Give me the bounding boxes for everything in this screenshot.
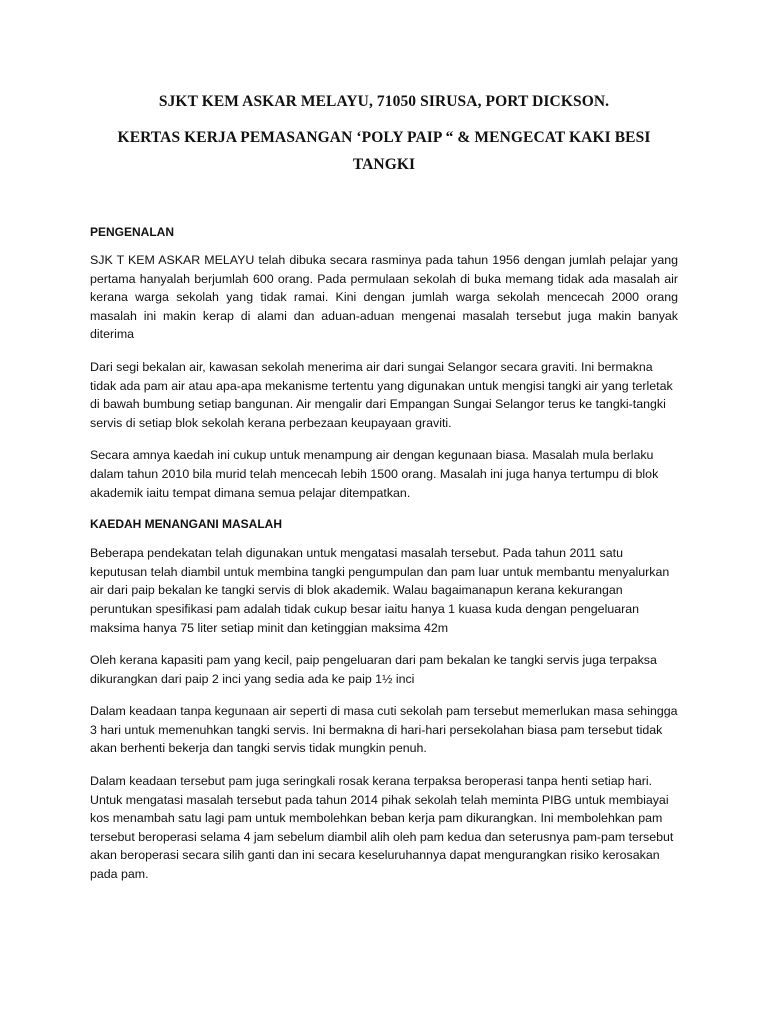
document-page	[90, 92, 678, 898]
document-title: KERTAS KERJA PEMASANGAN ‘POLY PAIP “ & MENGECAT KAKI BESI TANGKI	[117, 129, 651, 173]
method-paragraph: Dalam keadaan tanpa kegunaan air seperti di masa cuti sekolah pam tersebut memerlukan masa sehingga 3 hari untuk memenuhkan tangki servis. Ini bermakna di hari-hari persekolahan biasa pam tersebut tidak akan berhenti bekerja dan tangki servis tidak mungkin penuh.	[90, 704, 678, 756]
school-title: SJKT KEM ASKAR MELAYU, 71050 SIRUSA, PORT DICKSON.	[158, 93, 610, 110]
section-heading-pengenalan: PENGENALAN	[90, 225, 175, 239]
intro-paragraph: SJK T KEM ASKAR MELAYU telah dibuka secara rasminya pada tahun 1956 dengan jumlah pelajar yang pertama hanyalah berjumlah 600 orang. Pada permulaan sekolah di buka memang tidak ada masalah air kerana warga sekolah yang tidak ramai. Kini dengan jumlah warga sekolah mencecah 2000 orang masalah ini makin kerap di alami dan aduan-aduan mengenai masalah tersebut juga makin banyak diterima	[90, 253, 678, 342]
intro-paragraph: Dari segi bekalan air, kawasan sekolah menerima air dari sungai Selangor secara graviti. Ini bermakna tidak ada pam air atau apa-apa mekanisme tertentu yang digunakan untuk mengisi tangki air yang terletak di bawah bumbung setiap bangunan. Air mengalir dari Empangan Sungai Selangor terus ke tangki-tangki servis di setiap blok sekolah kerana perbezaan keupayaan graviti.	[90, 359, 673, 430]
method-paragraph: Dalam keadaan tersebut pam juga seringkali rosak kerana terpaksa beroperasi tanpa henti setiap hari. Untuk mengatasi masalah tersebut pada tahun 2014 pihak sekolah telah meminta PIBG untuk membiayai kos menambah satu lagi pam untuk membolehkan beban kerja pam dikurangkan. Ini membolehkan pam tersebut beroperasi selama 4 jam sebelum diambil alih oleh pam kedua dan seterusnya pam-pam tersebut akan beroperasi secara silih ganti dan ini secara keseluruhannya dapat mengurangkan risiko kerosakan pada pam.	[90, 774, 674, 882]
intro-paragraph: Secara amnya kaedah ini cukup untuk menampung air dengan kegunaan biasa. Masalah mula berlaku dalam tahun 2010 bila murid telah mencecah lebih 1500 orang. Masalah ini juga hanya tertumpu di blok akademik iaitu tempat dimana semua pelajar ditempatkan.	[90, 448, 659, 500]
method-paragraph: Beberapa pendekatan telah digunakan untuk mengatasi masalah tersebut. Pada tahun 2011 satu keputusan telah diambil untuk membina tangki pengumpulan dan pam luar untuk membantu menyalurkan air dari paip bekalan ke tangki servis di blok akademik. Walau bagaimanapun kerana kekurangan peruntukan spesifikasi pam adalah tidak cukup besar iaitu hanya 1 kuasa kuda dengan pengeluaran maksima hanya 75 liter setiap minit dan ketinggian maksima 42m	[90, 546, 670, 635]
section-heading-kaedah: KAEDAH MENANGANI MASALAH	[90, 517, 282, 532]
method-paragraph: Oleh kerana kapasiti pam yang kecil, paip pengeluaran dari pam bekalan ke tangki servis juga terpaksa dikurangkan dari paip 2 inci yang sedia ada ke paip 1½ inci	[90, 653, 657, 686]
